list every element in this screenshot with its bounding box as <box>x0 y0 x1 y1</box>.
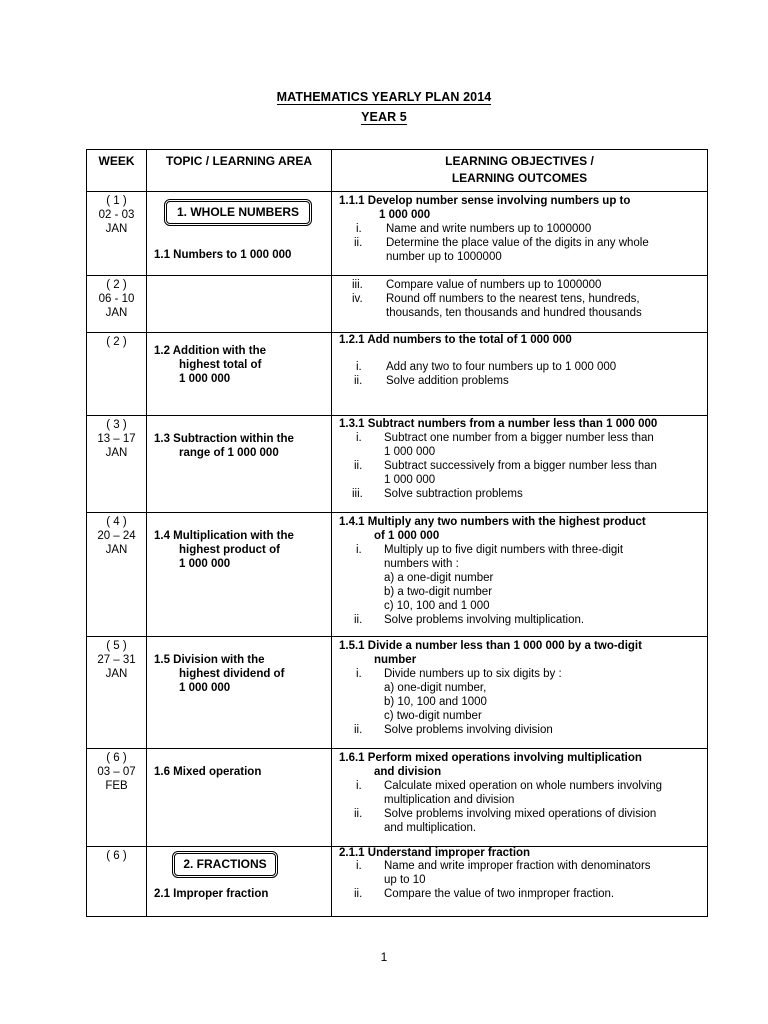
week-month: JAN <box>105 668 128 680</box>
week-number: ( 1 ) <box>106 195 127 207</box>
item-number: i. <box>356 361 362 373</box>
objective-title: 1.2.1 Add numbers to the total of 1 000 000 <box>339 334 572 346</box>
topic-text: 1.2 Addition with the <box>154 345 267 357</box>
item-text: Round off numbers to the nearest tens, hundreds, <box>386 293 640 305</box>
table-row <box>87 192 708 276</box>
table-row <box>87 749 708 847</box>
week-number: ( 5 ) <box>106 640 127 652</box>
topic-text-cont: range of 1 000 000 <box>179 447 279 459</box>
topic-text: 2.1 Improper fraction <box>154 888 269 900</box>
item-text: up to 10 <box>384 874 426 886</box>
topic-text-cont: 1 000 000 <box>179 373 231 385</box>
week-cell <box>87 333 147 416</box>
week-month: JAN <box>105 447 128 459</box>
item-number: i. <box>356 223 362 235</box>
item-number: ii. <box>354 724 363 736</box>
item-number: i. <box>356 432 362 444</box>
week-cell <box>87 637 147 749</box>
topic-text-cont: highest total of <box>179 359 262 371</box>
topic-cell <box>147 749 332 847</box>
item-number: iii. <box>352 488 363 500</box>
objective-title-cont: and division <box>374 766 442 778</box>
item-text: Subtract successively from a bigger number less than <box>384 460 657 472</box>
item-text: multiplication and division <box>384 794 515 806</box>
sub-item-text: b) a two-digit number <box>384 586 493 598</box>
header-objectives <box>332 150 708 192</box>
item-text: Subtract one number from a bigger number less than <box>384 432 654 444</box>
week-number: ( 6 ) <box>106 850 127 862</box>
table-row <box>87 513 708 637</box>
table-row <box>87 333 708 416</box>
item-text: Add any two to four numbers up to 1 000 000 <box>386 361 617 373</box>
item-text: Solve problems involving mixed operations of division <box>384 808 657 820</box>
week-dates: 20 – 24 <box>97 530 136 542</box>
sub-item-text: c) two-digit number <box>384 710 482 722</box>
item-text: Divide numbers up to six digits by : <box>384 668 562 680</box>
objectives-cell <box>332 333 708 416</box>
header-objectives-line2: LEARNING OUTCOMES <box>451 171 588 185</box>
week-month: JAN <box>105 307 128 319</box>
objective-title-cont: number <box>374 654 417 666</box>
objectives-cell <box>332 276 708 333</box>
topic-text: 1.3 Subtraction within the <box>154 433 294 445</box>
week-cell <box>87 276 147 333</box>
topic-cell <box>147 333 332 416</box>
item-text: number up to 1000000 <box>386 251 502 263</box>
objectives-cell <box>332 192 708 276</box>
week-number: ( 2 ) <box>106 336 127 348</box>
item-text: Calculate mixed operation on whole numbers involving <box>384 780 663 792</box>
table-header-row <box>87 150 708 192</box>
topic-text-cont: 1 000 000 <box>179 682 231 694</box>
week-cell <box>87 749 147 847</box>
header-objectives-line1: LEARNING OBJECTIVES / <box>445 154 594 168</box>
topic-text: 1.6 Mixed operation <box>154 766 262 778</box>
objective-title-cont: of 1 000 000 <box>374 530 440 542</box>
item-number: ii. <box>354 614 363 626</box>
item-text: Compare value of numbers up to 1000000 <box>386 279 602 291</box>
item-text: numbers with : <box>384 558 459 570</box>
week-dates: 06 - 10 <box>98 293 135 305</box>
topic-text-cont: highest dividend of <box>179 668 285 680</box>
objective-title: 1.4.1 Multiply any two numbers with the highest product <box>339 516 646 528</box>
table-row <box>87 637 708 749</box>
topic-text: 1.4 Multiplication with the <box>154 530 294 542</box>
item-text: Solve problems involving division <box>384 724 553 736</box>
item-number: ii. <box>354 888 363 900</box>
objective-title: 1.1.1 Develop number sense involving numbers up to <box>339 195 631 207</box>
item-text: Solve problems involving multiplication. <box>384 614 585 626</box>
item-text: 1 000 000 <box>384 446 436 458</box>
week-dates: 13 – 17 <box>97 433 136 445</box>
week-month: FEB <box>105 780 128 792</box>
topic-text-cont: 1 000 000 <box>179 558 231 570</box>
page-number: 1 <box>380 950 388 964</box>
topic-cell <box>147 276 332 333</box>
topic-text: 1.5 Division with the <box>154 654 265 666</box>
week-dates: 02 - 03 <box>98 209 135 221</box>
sub-item-text: a) a one-digit number <box>384 572 494 584</box>
objective-title-cont: 1 000 000 <box>379 209 431 221</box>
objective-title: 1.3.1 Subtract numbers from a number less than 1 000 000 <box>339 418 658 430</box>
week-month: JAN <box>105 223 128 235</box>
topic-cell <box>147 847 332 917</box>
item-text: Name and write improper fraction with denominators <box>384 860 651 872</box>
week-number: ( 2 ) <box>106 279 127 291</box>
week-dates: 03 – 07 <box>97 766 136 778</box>
objective-title: 1.5.1 Divide a number less than 1 000 000 by a two-digit <box>339 640 642 652</box>
week-cell <box>87 847 147 917</box>
topic-text-cont: highest product of <box>179 544 280 556</box>
item-number: i. <box>356 544 362 556</box>
item-number: i. <box>356 668 362 680</box>
objective-title: 2.1.1 Understand improper fraction <box>339 847 531 859</box>
learning-area-box: 2. FRACTIONS <box>172 851 278 878</box>
week-month: JAN <box>105 544 128 556</box>
item-text: Name and write numbers up to 1000000 <box>386 223 592 235</box>
table-row <box>87 276 708 333</box>
item-number: iii. <box>352 279 363 291</box>
document-title: MATHEMATICS YEARLY PLAN 2014 <box>276 90 492 104</box>
week-cell <box>87 416 147 513</box>
item-text: Solve addition problems <box>386 375 509 387</box>
sub-item-text: c) 10, 100 and 1 000 <box>384 600 490 612</box>
objectives-cell <box>332 749 708 847</box>
objective-title: 1.6.1 Perform mixed operations involving multiplication <box>339 752 642 764</box>
week-dates: 27 – 31 <box>97 654 136 666</box>
item-text: Compare the value of two inmproper fraction. <box>384 888 615 900</box>
document-subtitle: YEAR 5 <box>361 110 407 124</box>
objectives-cell <box>332 416 708 513</box>
item-number: ii. <box>354 808 363 820</box>
topic-cell <box>147 513 332 637</box>
item-number: i. <box>356 860 362 872</box>
learning-area-box: 1. WHOLE NUMBERS <box>164 199 312 226</box>
sub-item-text: b) 10, 100 and 1000 <box>384 696 487 708</box>
table-row <box>87 416 708 513</box>
item-number: i. <box>356 780 362 792</box>
item-number: ii. <box>354 460 363 472</box>
topic-cell <box>147 637 332 749</box>
table-row <box>87 847 708 917</box>
item-number: iv. <box>352 293 363 305</box>
topic-text: 1.1 Numbers to 1 000 000 <box>154 249 292 261</box>
week-number: ( 4 ) <box>106 516 127 528</box>
item-text: 1 000 000 <box>384 474 436 486</box>
objectives-cell <box>332 513 708 637</box>
week-cell <box>87 513 147 637</box>
week-number: ( 6 ) <box>106 752 127 764</box>
item-text: Multiply up to five digit numbers with three-digit <box>384 544 624 556</box>
item-text: thousands, ten thousands and hundred thousands <box>386 307 642 319</box>
objectives-cell <box>332 637 708 749</box>
item-number: ii. <box>354 237 363 249</box>
week-number: ( 3 ) <box>106 419 127 431</box>
sub-item-text: a) one-digit number, <box>384 682 487 694</box>
item-text: and multiplication. <box>384 822 477 834</box>
topic-cell <box>147 416 332 513</box>
header-week: WEEK <box>87 150 147 192</box>
yearly-plan-table <box>86 149 708 917</box>
item-text: Determine the place value of the digits in any whole <box>386 237 649 249</box>
topic-cell <box>147 192 332 276</box>
header-topic: TOPIC / LEARNING AREA <box>147 150 332 192</box>
item-number: ii. <box>354 375 363 387</box>
item-text: Solve subtraction problems <box>384 488 523 500</box>
objectives-cell <box>332 847 708 917</box>
week-cell <box>87 192 147 276</box>
